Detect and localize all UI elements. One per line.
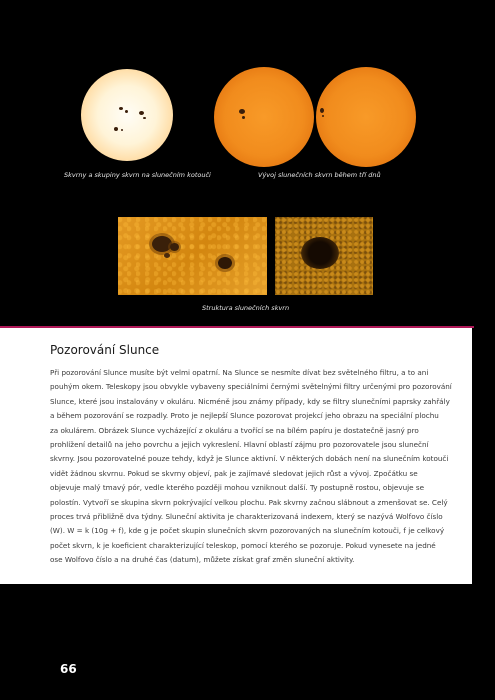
body-line: a během pozorování se rozpadly. Proto je nejlepší Slunce pozorovat projekcí jeho obrazu na speciální plochu bbox=[50, 411, 439, 421]
sunspot-closeup-image bbox=[118, 217, 267, 295]
sun-disc-day-1-image bbox=[214, 67, 314, 167]
body-line: objevuje malý tmavý pór, vedle kterého později mohou vzniknout další. Ty postupně rostou, objevuje se bbox=[50, 483, 424, 493]
body-line: (W). W = k (10g + f), kde g je počet skupin slunečních skvrn pozorovaných na slunečním kotouči, f je celkový bbox=[50, 526, 445, 536]
body-line: skvrny. Jsou pozorovatelné pouze tehdy, když je Slunce aktivní. V některých dobách není na slunečním kotouči bbox=[50, 454, 449, 464]
body-line: pouhým okem. Teleskopy jsou obvykle vybaveny speciálními černými světelnými filtry určenými pro pozorování bbox=[50, 382, 452, 392]
body-line: Při pozorování Slunce musíte být velmi opatrní. Na Slunce se nesmíte dívat bez světelného filtru, a to ani bbox=[50, 368, 429, 377]
body-line: za okulárem. Obrázek Slunce vycházející z okuláru a tvořící se na bílém papíru je dostatečně jasný pro bbox=[50, 425, 419, 435]
body-line: proces trvá přibližně dva týdny. Sluneční aktivita je charakterizovaná indexem, který se nazývá Wolfovo číslo bbox=[50, 512, 443, 522]
body-line: vidět žádnou skvrnu. Pokud se skvrny objeví, pak je zajímavé sledovat jejich růst a vývoj. Zpočátku se bbox=[50, 468, 418, 478]
body-text bbox=[50, 366, 460, 568]
sunspot-granulation-image bbox=[275, 217, 373, 295]
section-heading: Pozorování Slunce bbox=[50, 343, 160, 357]
page-number: 66 bbox=[60, 662, 77, 676]
sun-disc-white-light-image bbox=[81, 69, 173, 161]
body-line: polostín. Vytvoří se skupina skvrn pokrývající velkou plochu. Pak skvrny začnou slábnout a zmenšovat se. Celý bbox=[50, 497, 448, 507]
body-line: prohlížení detailů na jeho povrchu a jejich vykreslení. Hlavní oblastí zájmu pro pozorovatele jsou sluneční bbox=[50, 440, 429, 450]
body-line: počet skvrn, k je koeficient charakterizující teleskop, pomocí kterého se pozoruje. Pokud vynesete na jedné bbox=[50, 540, 436, 550]
caption-sunspot-structure: Struktura slunečních skvrn bbox=[202, 304, 290, 312]
body-line: Slunce, které jsou instalovány v okuláru. Nicméně jsou známy případy, kdy se filtry slunečními paprsky zahřály bbox=[50, 396, 450, 406]
caption-sunspot-groups: Skvrny a skupiny skvrn na slunečním kotouči bbox=[64, 171, 211, 179]
caption-sunspot-evolution: Vývoj slunečních skvrn během tří dnů bbox=[258, 171, 381, 179]
sun-disc-day-3-image bbox=[316, 67, 416, 167]
body-line: ose Wolfovo číslo a na druhé čas (datum), můžete získat graf změn sluneční aktivity. bbox=[50, 555, 355, 565]
